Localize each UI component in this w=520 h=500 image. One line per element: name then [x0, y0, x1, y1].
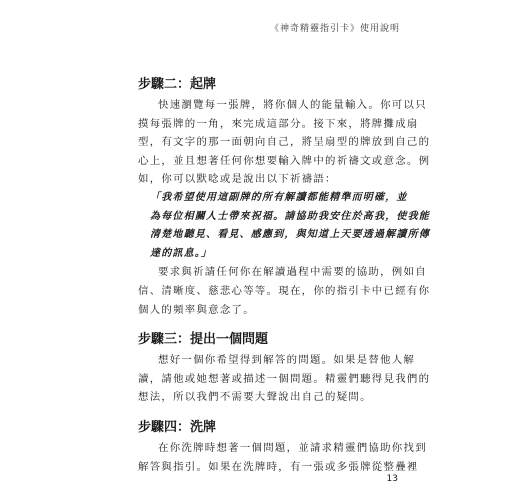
- text-line: 想法，所以我們不需要大聲說出自己的疑問。: [138, 391, 372, 404]
- paragraph: [138, 439, 427, 476]
- paragraph: [138, 263, 431, 319]
- text-line: 快速瀏覽每一張牌，將你個人的能量輸入。你可以只: [158, 99, 427, 111]
- text-line: 個人的頻率與意念了。: [138, 303, 255, 316]
- quote-line: 「我希望使用這副牌的所有解讀都能精準而明確，並: [150, 191, 408, 203]
- section-heading: 步驟四：洗牌: [138, 419, 217, 435]
- page-number: 13: [386, 474, 398, 484]
- section-step-three: [138, 331, 431, 407]
- text-line: 要求與祈請任何你在解讀過程中需要的協助，例如自: [158, 266, 427, 279]
- paragraph: [138, 96, 431, 189]
- text-line: 在你洗牌時想著一個問題，並請求精靈們協助你找到: [158, 441, 427, 454]
- prayer-quote: [150, 189, 430, 263]
- text-line: 信、清晰度、慈悲心等等。現在，你的指引卡中已經有你: [138, 284, 431, 297]
- text-line: 讀，請他或她想著或描述一個問題。精靈們聽得見我們的: [138, 372, 431, 385]
- quote-line: 清楚地聽見、看見、感應到，與知道上天要透過解讀所傳: [150, 229, 430, 241]
- page-content: [138, 76, 431, 476]
- section-step-two: [138, 76, 431, 319]
- section-heading: 步驟二：起牌: [138, 77, 217, 92]
- section-heading: 步驟三：提出一個問題: [138, 332, 269, 348]
- section-step-four: [138, 419, 427, 476]
- text-line: 心上，並且想著任何你想要輸入牌中的祈禱文或意念。例: [138, 154, 431, 167]
- running-head: 《神奇精靈指引卡》使用說明: [269, 24, 400, 34]
- text-line: 解答與指引。如果在洗牌時，有一張或多張牌從整疊裡: [138, 460, 419, 473]
- text-line: 型，有文字的那一面朝向自己，將呈扇型的牌放到自己的: [138, 136, 431, 149]
- text-line: 如，你可以默唸或是說出以下祈禱語：: [138, 173, 337, 186]
- quote-line: 為每位相關人士帶來祝福。請協助我安住於高我，使我能: [150, 210, 430, 222]
- paragraph: [138, 351, 431, 407]
- quote-line: 達的訊息。」: [150, 247, 213, 259]
- text-line: 摸每張牌的一角，來完成這部分。接下來，將牌攤成扇: [138, 117, 419, 130]
- text-line: 想好一個你希望得到解答的問題。如果是替他人解: [158, 354, 416, 367]
